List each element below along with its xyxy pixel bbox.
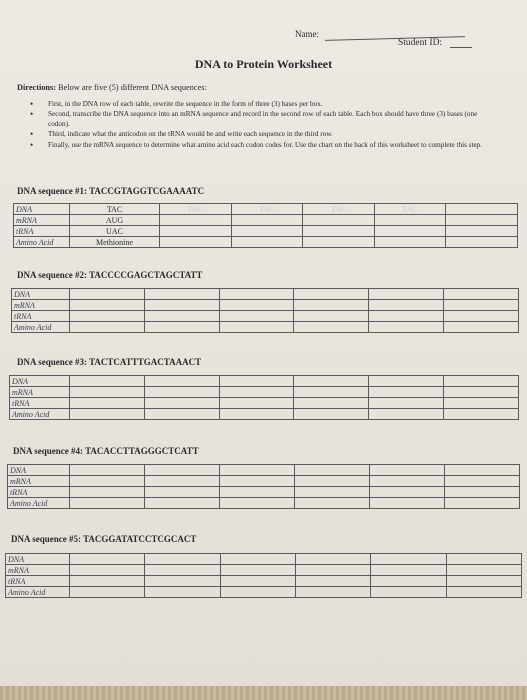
table-cell[interactable] — [445, 465, 520, 476]
name-underline — [325, 36, 465, 41]
row-label-trna: tRNA — [8, 487, 70, 498]
table-cell[interactable] — [219, 311, 294, 322]
table-cell[interactable] — [145, 565, 220, 576]
bullet-icon: • — [30, 109, 34, 120]
table-cell[interactable]: AUG — [70, 215, 160, 226]
table-row-dna — [12, 289, 519, 300]
table-cell[interactable] — [444, 398, 519, 409]
table-row-dna — [10, 376, 519, 387]
table-cell[interactable] — [145, 498, 220, 509]
table-row-amino-acid — [14, 237, 518, 248]
table-cell[interactable] — [371, 587, 446, 598]
table-cell[interactable] — [446, 204, 518, 215]
table-cell[interactable] — [144, 387, 219, 398]
table-cell[interactable] — [220, 487, 295, 498]
row-label-dna: DNA — [12, 289, 70, 300]
table-cell[interactable] — [295, 565, 370, 576]
table-row-amino-acid — [6, 587, 522, 598]
table-cell[interactable] — [144, 409, 219, 420]
table-cell[interactable] — [369, 387, 444, 398]
table-cell[interactable] — [295, 587, 370, 598]
bullet-icon: • — [30, 139, 34, 150]
bullet-icon: • — [30, 129, 34, 140]
table-cell[interactable] — [219, 289, 294, 300]
table-cell[interactable] — [370, 476, 445, 487]
table-row-trna — [10, 398, 519, 409]
table-cell[interactable] — [144, 300, 219, 311]
table-cell[interactable] — [370, 465, 445, 476]
table-cell[interactable] — [369, 322, 444, 333]
row-label-trna: tRNA — [14, 226, 70, 237]
table-cell[interactable] — [446, 565, 521, 576]
row-label-amino-acid: Amino Acid — [6, 587, 70, 598]
student-id-label: Student ID: — [398, 38, 443, 48]
table-row-dna — [14, 204, 518, 215]
table-cell[interactable] — [371, 576, 446, 587]
row-label-amino-acid: Amino Acid — [12, 322, 70, 333]
table-row-mrna — [6, 565, 522, 576]
table-cell[interactable] — [219, 409, 294, 420]
directions — [17, 83, 207, 92]
table-cell[interactable] — [220, 576, 295, 587]
table-cell[interactable] — [70, 322, 145, 333]
table-cell[interactable] — [294, 300, 369, 311]
sequence-3-table — [9, 375, 519, 420]
table-cell[interactable] — [294, 376, 369, 387]
table-cell[interactable] — [70, 554, 145, 565]
table-cell[interactable] — [446, 226, 518, 237]
sequence-2-heading: DNA sequence #2: TACCCCGAGCTAGCTATT — [17, 270, 203, 280]
table-row-trna — [12, 311, 519, 322]
table-cell[interactable] — [70, 409, 145, 420]
row-label-mrna: mRNA — [8, 476, 70, 487]
table-cell[interactable] — [303, 215, 375, 226]
table-cell[interactable] — [144, 398, 219, 409]
sequence-5-table — [5, 553, 522, 598]
row-label-dna: DNA — [6, 554, 70, 565]
table-cell[interactable] — [446, 587, 521, 598]
name-label: Name: — [295, 29, 319, 39]
sequence-4-table — [7, 464, 520, 509]
table-cell[interactable] — [371, 565, 446, 576]
table-cell[interactable] — [70, 565, 145, 576]
table-cell[interactable] — [144, 376, 219, 387]
table-cell[interactable] — [444, 409, 519, 420]
instruction-item: • Second, transcribe the DNA sequence into an mRNA sequence and record in the second row of each table. Each box should have three (3) bases (one codon). — [30, 109, 478, 128]
table-cell[interactable] — [145, 487, 220, 498]
table-cell[interactable] — [369, 398, 444, 409]
row-label-amino-acid: Amino Acid — [14, 237, 70, 248]
row-label-mrna: mRNA — [10, 387, 70, 398]
student-id-underline — [450, 47, 472, 48]
table-row-trna — [14, 226, 518, 237]
table-cell[interactable] — [70, 376, 145, 387]
table-cell[interactable] — [295, 554, 370, 565]
table-cell[interactable] — [220, 498, 295, 509]
table-cell[interactable] — [369, 289, 444, 300]
table-cell[interactable] — [70, 300, 145, 311]
sequence-5-heading: DNA sequence #5: TACGGATATCCTCGCACT — [11, 534, 197, 544]
table-row-mrna — [8, 476, 520, 487]
table-cell[interactable] — [446, 237, 518, 248]
table-row-dna — [8, 465, 520, 476]
row-label-trna: tRNA — [10, 398, 70, 409]
table-cell[interactable] — [370, 498, 445, 509]
table-cell[interactable] — [160, 215, 232, 226]
table-cell[interactable]: TAC — [374, 204, 446, 215]
table-cell[interactable] — [369, 409, 444, 420]
table-cell[interactable] — [294, 398, 369, 409]
row-label-dna: DNA — [14, 204, 70, 215]
table-cell[interactable] — [70, 498, 145, 509]
table-cell[interactable] — [220, 565, 295, 576]
table-cell[interactable] — [371, 554, 446, 565]
row-label-dna: DNA — [8, 465, 70, 476]
table-cell[interactable] — [70, 487, 145, 498]
table-cell[interactable] — [70, 311, 145, 322]
table-cell[interactable] — [294, 289, 369, 300]
table-cell[interactable] — [70, 387, 145, 398]
table-cell[interactable] — [374, 237, 446, 248]
table-cell[interactable] — [374, 226, 446, 237]
table-cell[interactable] — [303, 226, 375, 237]
table-cell[interactable] — [220, 465, 295, 476]
row-label-amino-acid: Amino Acid — [8, 498, 70, 509]
desk-surface — [0, 686, 527, 700]
bullet-icon: • — [30, 99, 34, 109]
table-row-mrna — [12, 300, 519, 311]
table-cell[interactable] — [295, 576, 370, 587]
table-cell[interactable] — [295, 498, 370, 509]
table-cell[interactable] — [219, 387, 294, 398]
table-cell[interactable]: TAC — [160, 204, 232, 215]
table-row-trna — [6, 576, 522, 587]
table-cell[interactable] — [220, 587, 295, 598]
table-row-mrna — [14, 215, 518, 226]
table-row-dna — [6, 554, 522, 565]
table-cell[interactable] — [220, 476, 295, 487]
table-cell[interactable] — [231, 226, 303, 237]
table-cell[interactable] — [369, 300, 444, 311]
row-label-mrna: mRNA — [6, 565, 70, 576]
instruction-item: • Finally, use the mRNA sequence to determine what amino acid each codon codes for. Use the chart on the back of this worksheet to complete this step. — [30, 139, 483, 150]
table-cell[interactable]: TAC — [231, 204, 303, 215]
row-label-trna: tRNA — [6, 576, 70, 587]
sequence-3-heading: DNA sequence #3: TACTCATTTGACTAAACT — [17, 357, 202, 367]
table-cell[interactable] — [70, 465, 145, 476]
table-cell[interactable] — [231, 215, 303, 226]
table-cell[interactable] — [444, 387, 519, 398]
table-cell[interactable] — [446, 576, 521, 587]
table-cell[interactable] — [295, 476, 370, 487]
table-cell[interactable]: Methionine — [70, 237, 160, 248]
table-cell[interactable] — [445, 498, 520, 509]
table-cell[interactable] — [70, 289, 145, 300]
directions-lead: Directions: — [17, 83, 57, 92]
table-cell[interactable] — [369, 311, 444, 322]
table-row-mrna — [10, 387, 519, 398]
sequence-1-table — [13, 203, 518, 248]
table-row-trna — [8, 487, 520, 498]
table-cell[interactable]: TAC — [303, 204, 375, 215]
table-cell[interactable] — [219, 376, 294, 387]
table-row-amino-acid — [8, 498, 520, 509]
table-cell[interactable] — [70, 587, 145, 598]
table-cell[interactable] — [445, 487, 520, 498]
table-cell[interactable] — [303, 237, 375, 248]
instruction-item: • First, in the DNA row of each table, rewrite the sequence in the form of three (3) bases per box. — [30, 99, 323, 109]
sequence-2-table — [11, 288, 519, 333]
table-cell[interactable] — [374, 215, 446, 226]
row-label-trna: tRNA — [12, 311, 70, 322]
table-cell[interactable] — [445, 476, 520, 487]
table-cell[interactable] — [70, 476, 145, 487]
table-cell[interactable] — [444, 322, 519, 333]
table-row-amino-acid — [12, 322, 519, 333]
table-cell[interactable] — [294, 311, 369, 322]
sequence-4-heading: DNA sequence #4: TACACCTTAGGGCTCATT — [13, 446, 199, 456]
row-label-amino-acid: Amino Acid — [10, 409, 70, 420]
directions-text: Below are five (5) different DNA sequences: — [56, 83, 207, 92]
table-cell[interactable] — [444, 376, 519, 387]
table-cell[interactable] — [219, 322, 294, 333]
table-cell[interactable] — [370, 487, 445, 498]
table-cell[interactable] — [145, 554, 220, 565]
page-title: DNA to Protein Worksheet — [194, 57, 333, 71]
table-cell[interactable] — [295, 465, 370, 476]
table-cell[interactable] — [231, 237, 303, 248]
instruction-item: • Third, indicate what the anticodon on the tRNA would be and write each sequence in the third row. — [30, 129, 333, 140]
table-cell[interactable] — [219, 300, 294, 311]
row-label-mrna: mRNA — [14, 215, 70, 226]
table-cell[interactable] — [160, 237, 232, 248]
table-cell[interactable] — [145, 576, 220, 587]
table-cell[interactable] — [220, 554, 295, 565]
table-cell[interactable] — [444, 289, 519, 300]
table-cell[interactable] — [145, 587, 220, 598]
row-label-mrna: mRNA — [12, 300, 70, 311]
row-label-dna: DNA — [10, 376, 70, 387]
table-cell[interactable] — [70, 576, 145, 587]
table-cell[interactable] — [70, 398, 145, 409]
table-cell[interactable] — [219, 398, 294, 409]
table-cell[interactable] — [144, 311, 219, 322]
table-cell[interactable] — [446, 215, 518, 226]
table-cell[interactable] — [145, 476, 220, 487]
table-cell[interactable] — [446, 554, 521, 565]
table-cell[interactable] — [369, 376, 444, 387]
table-cell[interactable] — [160, 226, 232, 237]
table-row-amino-acid — [10, 409, 519, 420]
table-cell[interactable] — [294, 409, 369, 420]
table-cell[interactable] — [144, 322, 219, 333]
table-cell[interactable]: UAC — [70, 226, 160, 237]
table-cell[interactable] — [444, 300, 519, 311]
table-cell[interactable] — [144, 289, 219, 300]
instruction-list — [30, 100, 490, 151]
table-cell[interactable] — [294, 387, 369, 398]
table-cell[interactable] — [444, 311, 519, 322]
table-cell[interactable] — [294, 322, 369, 333]
table-cell[interactable] — [295, 487, 370, 498]
table-cell[interactable]: TAC — [70, 204, 160, 215]
table-cell[interactable] — [145, 465, 220, 476]
sequence-1-heading: DNA sequence #1: TACCGTAGGTCGAAAATC — [17, 186, 205, 196]
